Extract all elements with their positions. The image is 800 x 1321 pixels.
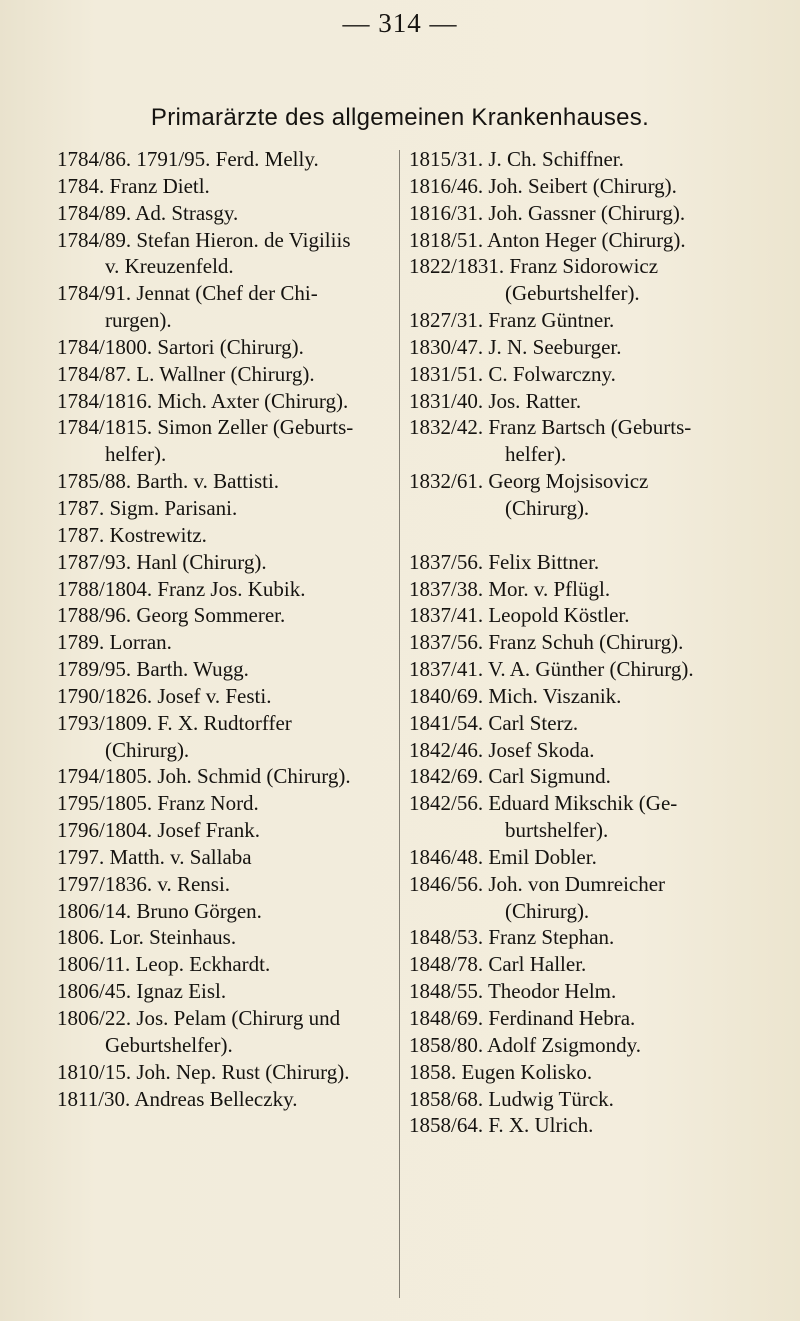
entry-line: 1793/1809. F. X. Rudtorffer — [57, 710, 292, 735]
entry-line: 1784/1815. Simon Zeller (Geburts- — [57, 415, 354, 440]
entry-line: 1785/88. Barth. v. Battisti. — [57, 469, 280, 494]
entry-line: 1810/15. Joh. Nep. Rust (Chirurg). — [57, 1059, 350, 1084]
entry-line: 1816/31. Joh. Gassner (Chirurg). — [409, 200, 686, 225]
entry-line: 1837/38. Mor. v. Pflügl. — [409, 576, 611, 601]
entry-line: 1788/96. Georg Sommerer. — [57, 603, 286, 628]
entry-line: 1831/51. C. Folwarczny. — [409, 361, 616, 386]
entry-line: 1789/95. Barth. Wugg. — [57, 657, 249, 682]
entry-line: 1818/51. Anton Heger (Chirurg). — [409, 227, 686, 252]
blank-line — [409, 522, 779, 549]
entry-continuation: (Chirurg). — [505, 898, 590, 923]
entry-line: 1811/30. Andreas Belleczky. — [57, 1086, 298, 1111]
entry-line: 1842/46. Josef Skoda. — [409, 737, 595, 762]
column-divider — [399, 150, 400, 1298]
entry-line: 1806/45. Ignaz Eisl. — [57, 979, 227, 1004]
entry-line: 1848/53. Franz Stephan. — [409, 925, 615, 950]
entry-line: 1796/1804. Josef Frank. — [57, 818, 260, 843]
entry-line: 1846/56. Joh. von Dumreicher — [409, 871, 666, 896]
left-column — [57, 146, 392, 1112]
entry-line: 1806/11. Leop. Eckhardt. — [57, 952, 271, 977]
entry-continuation: burtshelfer). — [505, 818, 609, 843]
entry-line: 1827/31. Franz Güntner. — [409, 308, 615, 333]
entry-continuation: helfer). — [505, 442, 567, 467]
entry-continuation: rurgen). — [105, 308, 172, 333]
entry-line: 1784/89. Ad. Strasgy. — [57, 200, 239, 225]
entry-line: 1858. Eugen Kolisko. — [409, 1059, 593, 1084]
right-column — [409, 146, 779, 1139]
entry-continuation: (Chirurg). — [105, 737, 190, 762]
entry-line: 1784/1800. Sartori (Chirurg). — [57, 334, 304, 359]
entry-line: 1784/91. Jennat (Chef der Chi- — [57, 281, 318, 306]
entry-continuation: helfer). — [105, 442, 167, 467]
entry-continuation: (Chirurg). — [505, 495, 590, 520]
entry-line: 1842/69. Carl Sigmund. — [409, 764, 611, 789]
entry-line: 1784/1816. Mich. Axter (Chirurg). — [57, 388, 349, 413]
entry-line: 1842/56. Eduard Mikschik (Ge- — [409, 791, 678, 816]
entry-line: 1848/55. Theodor Helm. — [409, 979, 617, 1004]
entry-line: 1806/22. Jos. Pelam (Chirurg und — [57, 1006, 341, 1030]
entry-line: 1806. Lor. Steinhaus. — [57, 925, 237, 950]
entry-line: 1858/68. Ludwig Türck. — [409, 1086, 614, 1111]
entry-line: 1815/31. J. Ch. Schiffner. — [409, 147, 624, 171]
entry-line: 1787. Sigm. Parisani. — [57, 495, 238, 520]
entry-line: 1784/87. L. Wallner (Chirurg). — [57, 361, 315, 386]
entry-line: 1797/1836. v. Rensi. — [57, 871, 231, 896]
entry-line: 1816/46. Joh. Seibert (Chirurg). — [409, 173, 677, 198]
entry-line: 1841/54. Carl Sterz. — [409, 710, 579, 735]
entry-line: 1784/86. 1791/95. Ferd. Melly. — [57, 147, 319, 171]
entry-continuation: v. Kreuzenfeld. — [105, 254, 234, 279]
entry-line: 1848/78. Carl Haller. — [409, 952, 587, 977]
entry-continuation: Geburtshelfer). — [105, 1032, 233, 1057]
entry-line: 1787/93. Hanl (Chirurg). — [57, 549, 267, 574]
entry-line: 1837/41. Leopold Köstler. — [409, 603, 630, 628]
entry-line: 1837/56. Felix Bittner. — [409, 549, 600, 574]
entry-line: 1784. Franz Dietl. — [57, 173, 210, 198]
entry-line: 1789. Lorran. — [57, 630, 172, 655]
entry-line: 1822/1831. Franz Sidorowicz — [409, 254, 659, 279]
entry-line: 1806/14. Bruno Görgen. — [57, 898, 262, 923]
entry-line: 1832/42. Franz Bartsch (Geburts- — [409, 415, 692, 440]
entry-line: 1837/56. Franz Schuh (Chirurg). — [409, 630, 684, 655]
entry-line: 1831/40. Jos. Ratter. — [409, 388, 582, 413]
entry-line: 1848/69. Ferdinand Hebra. — [409, 1006, 636, 1030]
entry-line: 1797. Matth. v. Sallaba — [57, 844, 252, 869]
entry-line: 1784/89. Stefan Hieron. de Vigiliis — [57, 227, 351, 252]
entry-line: 1790/1826. Josef v. Festi. — [57, 683, 272, 708]
entry-line: 1794/1805. Joh. Schmid (Chirurg). — [57, 764, 351, 789]
entry-line: 1787. Kostrewitz. — [57, 522, 207, 547]
entry-line: 1858/80. Adolf Zsigmondy. — [409, 1032, 641, 1057]
page-number: — 314 — — [342, 8, 458, 38]
entry-line: 1830/47. J. N. Seeburger. — [409, 334, 622, 359]
entry-line: 1837/41. V. A. Günther (Chirurg). — [409, 657, 694, 682]
entry-continuation: (Geburtshelfer). — [505, 281, 640, 306]
entry-line: 1795/1805. Franz Nord. — [57, 791, 259, 816]
entry-line: 1846/48. Emil Dobler. — [409, 844, 597, 869]
entry-line: 1788/1804. Franz Jos. Kubik. — [57, 576, 306, 601]
entry-line: 1840/69. Mich. Viszanik. — [409, 683, 622, 708]
entry-line: 1858/64. F. X. Ulrich. — [409, 1113, 594, 1138]
entry-line: 1832/61. Georg Mojsisovicz — [409, 469, 649, 494]
page-heading: Primarärzte des allgemeinen Krankenhauses. — [150, 104, 650, 131]
